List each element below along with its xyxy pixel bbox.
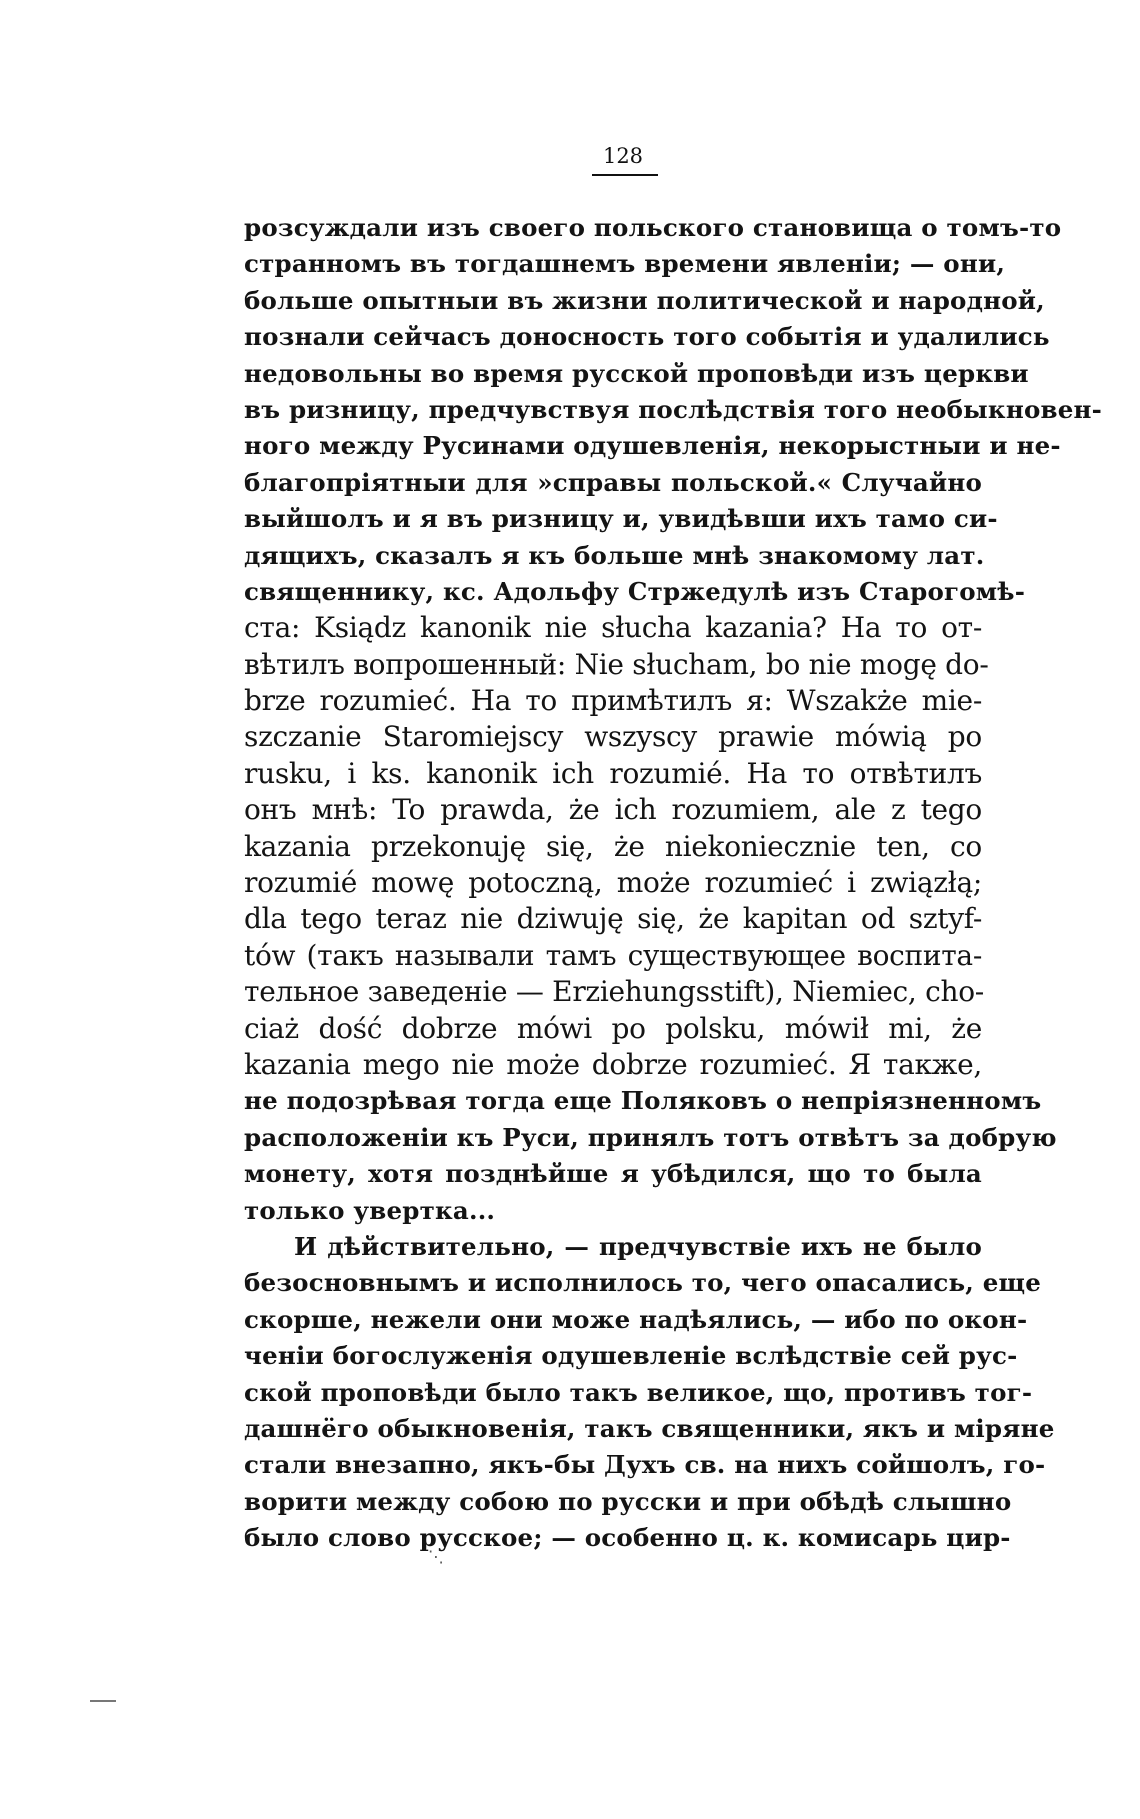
text-line: дящихъ, сказалъ я къ больше мнѣ знакомому лат. <box>244 540 985 570</box>
text-line: расположенiи къ Руси, принялъ тотъ отвѣтъ за добрую <box>244 1122 1057 1152</box>
text-line: kazania przekonuję się, że niekoniecznie ten, co <box>244 829 982 863</box>
text-line: скорше, нежели они може надѣялись, — ибо по окон- <box>244 1304 1028 1334</box>
text-line: dla tego teraz nie dziwuję się, że kapitan od sztyf- <box>244 902 982 936</box>
text-line: kazania mego nie może dobrze rozumieć. Я также, <box>244 1047 982 1081</box>
text-line: онъ мнѣ: To prawda, że ich rozumiem, ale z tego <box>244 793 982 827</box>
text-line: rusku, i ks. kanonik ich rozumié. На то отвѣтилъ <box>244 756 982 790</box>
text-line: дашнёго обыкновенiя, такъ священники, якъ и мiряне <box>244 1413 1055 1443</box>
text-line: не подозрѣвая тогда еще Поляковъ о непрiязненномъ <box>244 1086 1042 1116</box>
body-text <box>244 210 1103 1556</box>
text-line: странномъ въ тогдашнемъ времени явленiи; — они, <box>244 249 1006 279</box>
text-line: было слово русское; — особенно ц. к. комисарь цир- <box>244 1523 1011 1553</box>
text-line: вѣтилъ вопрошенный: Nie słucham, bo nie mogę do- <box>244 647 989 681</box>
text-line: ворити между собою по русски и при обѣдѣ слышно <box>244 1486 1012 1516</box>
text-line: ciaż dość dobrze mówi po polsku, mówił mi, że <box>244 1011 982 1045</box>
page-number-rule <box>592 174 658 176</box>
text-line: tów (такъ называли тамъ существующее воспита- <box>244 938 982 972</box>
paragraph-start-line: И дѣйствительно, — предчувствiе ихъ не было <box>294 1231 982 1261</box>
text-line: стали внезапно, якъ-бы Духъ св. на нихъ сойшолъ, го- <box>244 1450 1046 1480</box>
text-line: больше опытныи въ жизни политической и народной, <box>244 285 1045 315</box>
text-line: выйшолъ и я въ ризницу и, увидѣвши ихъ тамо си- <box>244 504 998 534</box>
text-line: благопрiятныи для »справы польской.« Случайно <box>244 467 982 497</box>
text-line: ста: Ksiądz kanonik nie słucha kazania? На то от- <box>244 611 982 645</box>
text-line: ного между Русинами одушевленiя, некорыстныи и не- <box>244 431 1061 461</box>
text-line: безосновнымъ и исполнилось то, чего опасались, еще <box>244 1268 1042 1298</box>
text-line: познали сейчасъ доносность того событiя и удалились <box>244 322 1050 352</box>
text-line: тельное заведенiе — Erziehungsstift), Niemiec, cho- <box>244 975 984 1009</box>
text-line: монету, хотя позднѣйше я убѣдился, що то была <box>244 1159 982 1189</box>
text-line: rozumié mowę potoczną, może rozumieć i związłą; <box>244 866 982 900</box>
text-line: священнику, кс. Адольфу Стржедулѣ изъ Старогомѣ- <box>244 576 1026 606</box>
text-line: только увертка... <box>244 1195 496 1225</box>
scan-speck: ⋱ <box>428 1547 444 1566</box>
text-line: ской проповѣди было такъ великое, що, противъ тог- <box>244 1377 1033 1407</box>
text-line: въ ризницу, предчувствуя послѣдствiя того необыкновен- <box>244 394 1103 424</box>
page-number: 128 <box>602 144 644 168</box>
scan-speck <box>90 1700 116 1702</box>
text-line: недовольны во время русской проповѣди изъ церкви <box>244 358 1029 388</box>
text-line: szczanie Staromiejscy wszyscy prawie mówią po <box>244 720 982 754</box>
text-line: brze rozumieć. На то примѣтилъ я: Wszakże mie- <box>244 684 982 718</box>
text-line: розсуждали изъ своего польского становища о томъ-то <box>244 213 1062 242</box>
text-line: ченiи богослуженiя одушевленiе вслѣдствiе сей рус- <box>244 1341 1018 1371</box>
